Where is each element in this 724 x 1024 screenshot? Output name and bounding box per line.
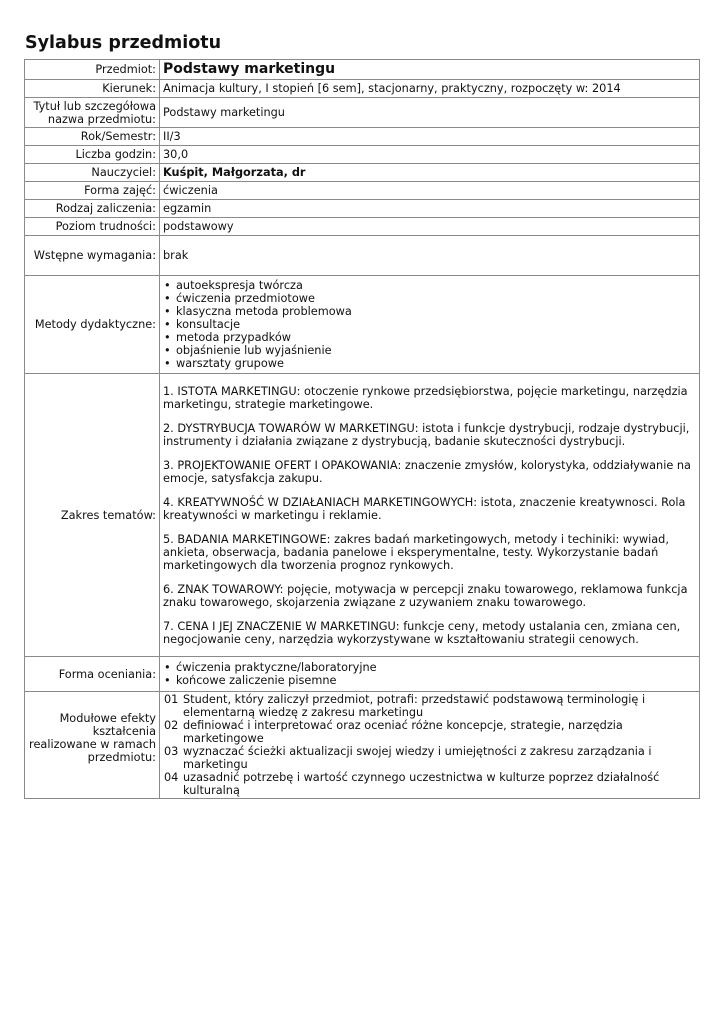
- row-ocenianie: [25, 657, 700, 692]
- value-ocenianie: [160, 657, 700, 692]
- list-item: [163, 693, 696, 719]
- list-item: • metoda przypadków: [163, 331, 696, 344]
- label-rok: Rok/Semestr:: [25, 128, 160, 146]
- effect-text: uzasadnić potrzebę i wartość czynnego uczestnictwa w kulturze poprzez działalność kulturalną: [183, 771, 660, 797]
- value-nauczyciel: Kuśpit, Małgorzata, dr: [160, 164, 700, 182]
- value-wymagania: brak: [160, 236, 700, 276]
- label-ocenianie: Forma oceniania:: [25, 657, 160, 692]
- effect-number: 01: [164, 693, 179, 706]
- label-godziny: Liczba godzin:: [25, 146, 160, 164]
- effect-number: 03: [164, 745, 179, 758]
- row-zakres: [25, 374, 700, 657]
- label-nauczyciel: Nauczyciel:: [25, 164, 160, 182]
- value-przedmiot: Podstawy marketingu: [160, 60, 700, 80]
- effect-text: Student, który zaliczył przedmiot, potrafi: przedstawić podstawową terminologię i elementarną wiedzę z zakresu marketingu: [183, 693, 646, 719]
- metody-list: [163, 279, 696, 370]
- effect-text: definiować i interpretować oraz oceniać różne koncepcje, strategie, narzędzia marketingowe: [183, 719, 623, 745]
- label-poziom-trudnosci: Poziom trudności:: [25, 218, 160, 236]
- value-tytul: Podstawy marketingu: [160, 98, 700, 128]
- row-tytul: [25, 98, 700, 128]
- list-item: [163, 745, 696, 771]
- effect-number: 02: [164, 719, 179, 732]
- label-wymagania: Wstępne wymagania:: [25, 236, 160, 276]
- value-rodzaj-zaliczenia: egzamin: [160, 200, 700, 218]
- topic-item: 4. KREATYWNOŚĆ W DZIAŁANIACH MARKETINGOWYCH: istota, znaczenie kreatywnosci. Rola kreatywności w marketingu i reklamie.: [163, 495, 686, 522]
- value-metody: [160, 276, 700, 374]
- topic-item: 7. CENA I JEJ ZNACZENIE W MARKETINGU: funkcje ceny, metody ustalania cen, zmiana cen, negocjowanie ceny, narzędzia wykorzystywane w kształtowaniu strategii cenowych.: [163, 619, 681, 646]
- label-efekty: Modułowe efekty kształcenia realizowane w ramach przedmiotu:: [25, 692, 160, 799]
- row-wymagania: [25, 236, 700, 276]
- list-item: • ćwiczenia praktyczne/laboratoryjne: [163, 661, 696, 674]
- topic-item: 1. ISTOTA MARKETINGU: otoczenie rynkowe przedsiębiorstwa, pojęcie marketingu, narzędzia marketingu, strategie marketingowe.: [163, 384, 688, 411]
- row-godziny: [25, 146, 700, 164]
- value-forma-zajec: ćwiczenia: [160, 182, 700, 200]
- row-nauczyciel: [25, 164, 700, 182]
- row-przedmiot: [25, 60, 700, 80]
- label-tytul: Tytuł lub szczegółowa nazwa przedmiotu:: [25, 98, 160, 128]
- list-item: • warsztaty grupowe: [163, 357, 696, 370]
- label-kierunek: Kierunek:: [25, 80, 160, 98]
- value-efekty: [160, 692, 700, 799]
- row-rok: [25, 128, 700, 146]
- ocenianie-list: [163, 661, 696, 687]
- value-poziom-trudnosci: podstawowy: [160, 218, 700, 236]
- list-item: [163, 719, 696, 745]
- label-forma-zajec: Forma zajęć:: [25, 182, 160, 200]
- topic-item: 5. BADANIA MARKETINGOWE: zakres badań marketingowych, metody i techiniki: wywiad, ankieta, obserwacja, badania panelowe i eksperymentalne, testy. Wykorzystanie badań marketingowych dla tworzenia prognoz rynkowych.: [163, 532, 669, 572]
- topic-item: 6. ZNAK TOWAROWY: pojęcie, motywacja w percepcji znaku towarowego, reklamowa funkcja znaku towarowego, skojarzenia związane z uzywaniem znaku towarowego.: [163, 582, 688, 609]
- row-poziom-trudnosci: [25, 218, 700, 236]
- list-item: • końcowe zaliczenie pisemne: [163, 674, 696, 687]
- row-kierunek: [25, 80, 700, 98]
- syllabus-table: [24, 59, 700, 799]
- label-zakres: Zakres tematów:: [25, 374, 160, 657]
- effect-text: wyznaczać ścieżki aktualizacji swojej wiedzy i umiejętności z zakresu zarządzania i marketingu: [183, 745, 652, 771]
- value-godziny: 30,0: [160, 146, 700, 164]
- list-item: • klasyczna metoda problemowa: [163, 305, 696, 318]
- list-item: • ćwiczenia przedmiotowe: [163, 292, 696, 305]
- row-metody: [25, 276, 700, 374]
- row-efekty: [25, 692, 700, 799]
- list-item: • objaśnienie lub wyjaśnienie: [163, 344, 696, 357]
- row-forma-zajec: [25, 182, 700, 200]
- row-rodzaj-zaliczenia: [25, 200, 700, 218]
- label-przedmiot: Przedmiot:: [25, 60, 160, 80]
- topic-item: 3. PROJEKTOWANIE OFERT I OPAKOWANIA: znaczenie zmysłów, kolorystyka, oddziaływanie na emocje, satysfakcja zakupu.: [163, 458, 691, 485]
- value-kierunek: Animacja kultury, I stopień [6 sem], stacjonarny, praktyczny, rozpoczęty w: 2014: [160, 80, 700, 98]
- list-item: • autoekspresja twórcza: [163, 279, 696, 292]
- topic-item: 2. DYSTRYBUCJA TOWARÓW W MARKETINGU: istota i funkcje dystrybucji, rodzaje dystrybucji, instrumenty i działania związane z dystrybucją, badanie skuteczności dystrybucji.: [163, 421, 690, 448]
- value-zakres: [160, 374, 700, 657]
- value-rok: II/3: [160, 128, 700, 146]
- label-metody: Metody dydaktyczne:: [25, 276, 160, 374]
- page-title: Sylabus przedmiotu: [25, 33, 222, 53]
- efekty-list: [163, 693, 696, 797]
- list-item: • konsultacje: [163, 318, 696, 331]
- list-item: [163, 771, 696, 797]
- label-rodzaj-zaliczenia: Rodzaj zaliczenia:: [25, 200, 160, 218]
- effect-number: 04: [164, 771, 179, 784]
